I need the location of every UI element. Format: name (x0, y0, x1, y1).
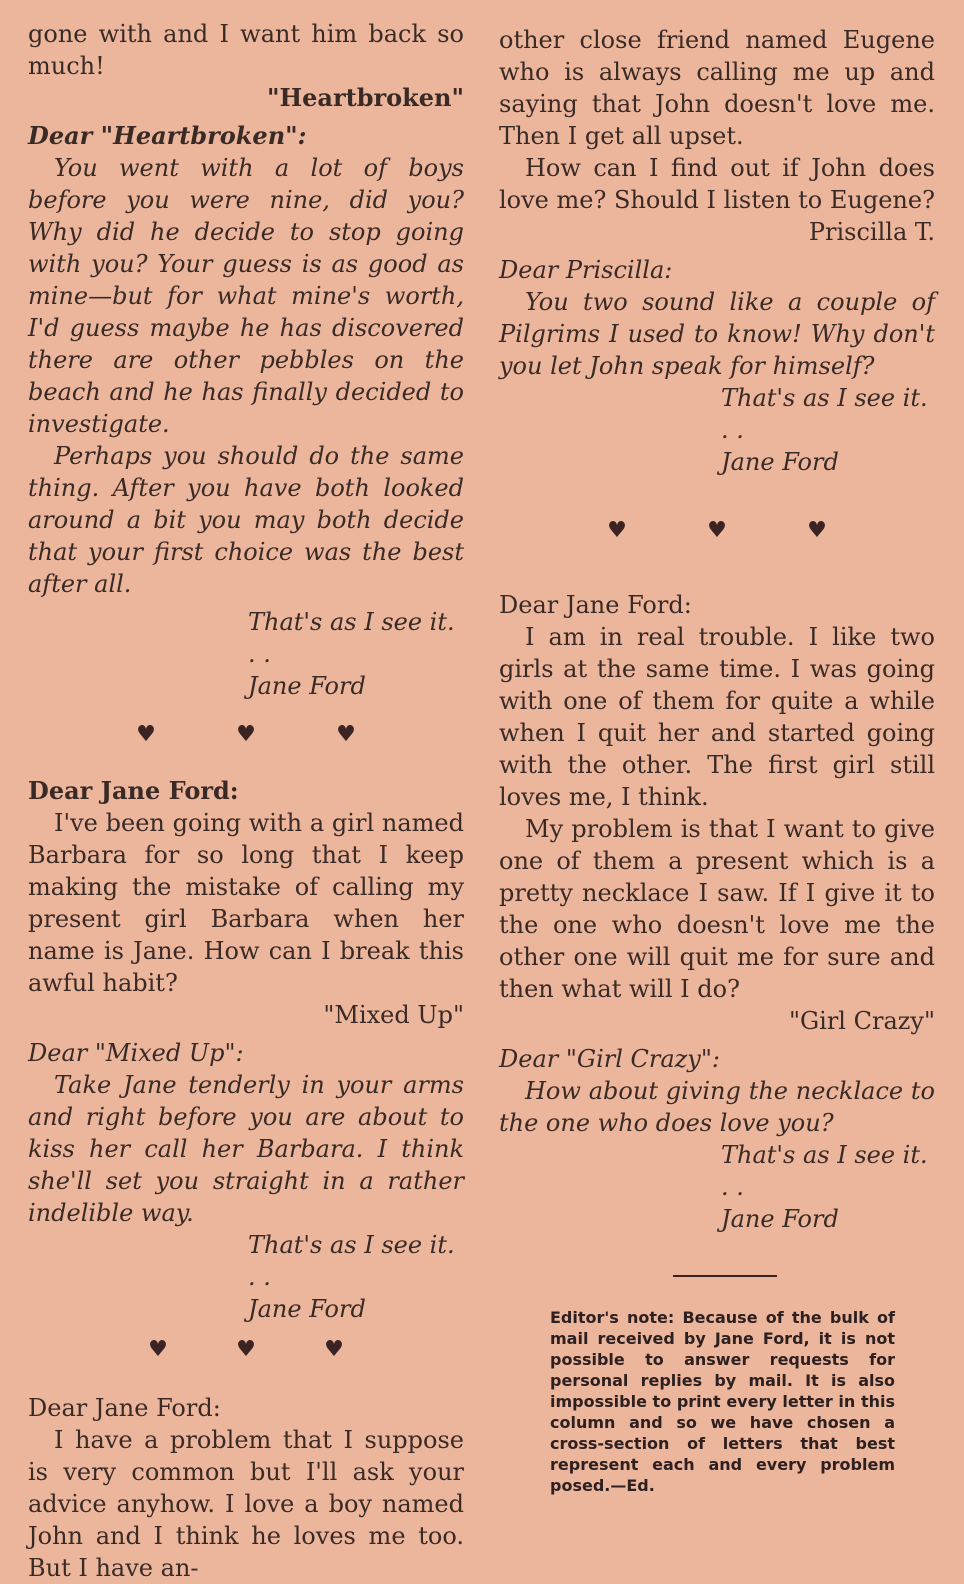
heart-icon: ♥ (136, 722, 156, 747)
letter-continuation-text: gone with and I want him back so much! (28, 20, 464, 80)
left-column (28, 18, 464, 1584)
reply-closing: That's as I see it. . . (721, 384, 928, 444)
reply-paragraph: Take Jane tenderly in your arms and right before you are about to kiss her call her Barbara. I think she'll set you straight in a rather indelible way. (28, 1071, 464, 1227)
reply-salutation: Dear "Heartbroken": (28, 121, 307, 150)
reply-signature: Jane Ford (721, 448, 839, 476)
letter-salutation: Dear Jane Ford: (28, 776, 239, 805)
reply-signature: Jane Ford (248, 672, 366, 700)
right-column (499, 18, 935, 1512)
letter-body: My problem is that I want to give one of them a present which is a pretty necklace I saw. If I give it to the one who doesn't love me the other one will quit me for sure and then what will I do? (499, 815, 935, 1003)
heart-icon: ♥ (336, 722, 356, 747)
reply-paragraph: Perhaps you should do the same thing. After you have both looked around a bit you may both decide that your first choice was the best after all. (28, 442, 464, 598)
editors-note: Editor's note: Because of the bulk of mail received by Jane Ford, it is not possible to answer requests for personal replies by mail. It is also impossible to print every letter in this column and so we have chosen a cross-section of letters that best represent each and every problem posed.—Ed. (550, 1308, 895, 1495)
letter-signature: Priscilla T. (808, 218, 935, 246)
heart-divider (28, 722, 464, 747)
letter-salutation: Dear Jane Ford: (28, 1394, 221, 1422)
heart-divider (28, 1337, 464, 1362)
heart-icon: ♥ (324, 1337, 344, 1362)
reply-signature: Jane Ford (721, 1205, 839, 1233)
letter-body: How can I find out if John does love me? Should I listen to Eugene? (499, 154, 935, 214)
reply-paragraph: How about giving the necklace to the one who does love you? (499, 1077, 935, 1137)
reply-paragraph: You went with a lot of boys before you were nine, did you? Why did he decide to stop going with you? Your guess is as good as mine—but for what mine's worth, I'd guess maybe he has discovered there are other pebbles on the beach and he has finally decided to investigate. (28, 154, 464, 438)
heart-icon: ♥ (236, 1337, 256, 1362)
reply-closing: That's as I see it. . . (248, 1231, 455, 1291)
heart-icon: ♥ (148, 1337, 168, 1362)
heart-divider (499, 518, 935, 543)
letter-continuation-text: other close friend named Eugene who is always calling me up and saying that John doesn't love me. Then I get all upset. (499, 26, 935, 150)
reply-closing: That's as I see it. . . (721, 1141, 928, 1201)
heart-icon: ♥ (807, 518, 827, 543)
divider-rule (673, 1275, 777, 1277)
letter-body: I am in real trouble. I like two girls at the same time. I was going with one of them for quite a while when I quit her and started going with the other. The first girl still loves me, I think. (499, 623, 935, 811)
letter-body: I've been going with a girl named Barbara for so long that I keep making the mistake of calling my present girl Barbara when her name is Jane. How can I break this awful habit? (28, 809, 464, 997)
reply-closing: That's as I see it. . . (248, 608, 455, 668)
letter-body: I have a problem that I suppose is very common but I'll ask your advice anyhow. I love a boy named John and I think he loves me too. But I have an- (28, 1426, 464, 1582)
heart-icon: ♥ (236, 722, 256, 747)
reply-salutation: Dear "Girl Crazy": (499, 1045, 720, 1073)
letter-signature: "Girl Crazy" (788, 1007, 935, 1035)
heart-icon: ♥ (707, 518, 727, 543)
letter-salutation: Dear Jane Ford: (499, 591, 692, 619)
reply-paragraph: You two sound like a couple of Pilgrims I used to know! Why don't you let John speak for himself? (499, 288, 935, 380)
heart-icon: ♥ (607, 518, 627, 543)
reply-salutation: Dear "Mixed Up": (28, 1039, 244, 1067)
reply-signature: Jane Ford (248, 1295, 366, 1323)
letter-signature: "Heartbroken" (266, 83, 464, 112)
reply-salutation: Dear Priscilla: (499, 256, 673, 284)
letter-signature: "Mixed Up" (323, 1001, 464, 1029)
